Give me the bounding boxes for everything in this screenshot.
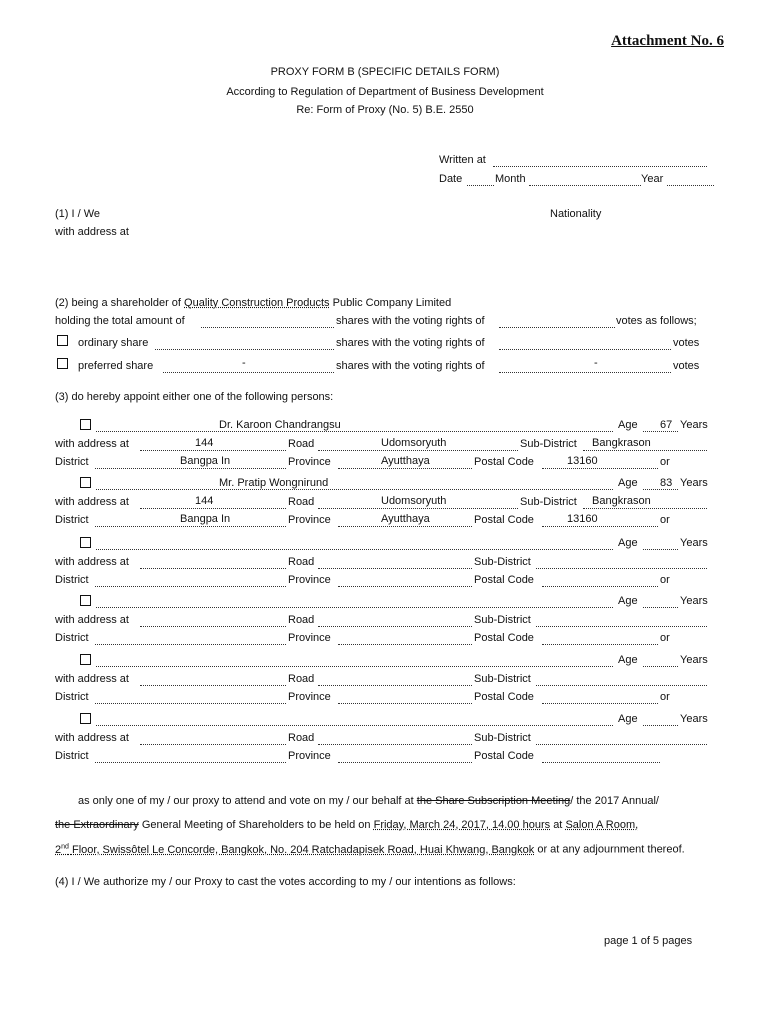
proxy-road: Udomsoryuth (381, 437, 447, 449)
preferred-votes-label: votes (673, 360, 700, 372)
district-label: District (55, 514, 89, 526)
address-label: with address at (55, 614, 129, 626)
district-label: District (55, 632, 89, 644)
form-subtitle-reference: Re: Form of Proxy (No. 5) B.E. 2550 (296, 104, 474, 116)
proxy-checkbox[interactable] (80, 595, 91, 606)
district-field[interactable] (95, 762, 286, 763)
address-label: with address at (55, 673, 129, 685)
proxy-district: Bangpa In (180, 455, 231, 467)
address-label: with address at (55, 226, 129, 238)
district-label: District (55, 574, 89, 586)
age-label: Age (618, 654, 638, 666)
road-label: Road (288, 732, 315, 744)
ordinary-share-label: ordinary share (78, 337, 149, 349)
proxy-province: Ayutthaya (381, 513, 430, 525)
age-field[interactable] (643, 666, 678, 667)
meeting-text-3: General Meeting of Shareholders to be held on (141, 819, 371, 831)
sub-district-field[interactable] (583, 450, 707, 451)
ordinary-share-checkbox[interactable] (57, 335, 68, 346)
proxy-checkbox[interactable] (80, 537, 91, 548)
address-field[interactable] (140, 450, 286, 451)
or-label: or (660, 632, 670, 644)
province-field[interactable] (338, 703, 472, 704)
district-field[interactable] (95, 586, 286, 587)
section1-label: (1) I / We (55, 208, 101, 220)
road-field[interactable] (318, 450, 518, 451)
section4-label: (4) I / We authorize my / our Proxy to cast the votes according to my / our intentions as follows: (55, 876, 516, 888)
road-label: Road (288, 496, 315, 508)
province-label: Province (288, 691, 331, 703)
postal-code-label: Postal Code (474, 691, 534, 703)
proxy-name-field[interactable] (96, 607, 613, 608)
sub-district-field[interactable] (583, 508, 707, 509)
company-name: Quality Construction Products (184, 297, 330, 309)
ordinary-votes-field[interactable] (499, 349, 671, 350)
district-field[interactable] (95, 644, 286, 645)
nationality-label: Nationality (550, 208, 602, 220)
shares-voting-label: shares with the voting rights of (336, 315, 485, 327)
or-label: or (660, 691, 670, 703)
meeting-text-2: / the 2017 Annual/ (570, 795, 659, 807)
preferred-shares-field[interactable] (163, 372, 334, 373)
proxy-address: 144 (195, 495, 214, 507)
district-label: District (55, 750, 89, 762)
proxy-sub-district: Bangkrason (592, 437, 651, 449)
address-field[interactable] (140, 685, 286, 686)
votes-as-follows: votes as follows; (616, 315, 697, 327)
or-label: or (660, 574, 670, 586)
proxy-age: 67 (660, 419, 673, 431)
year-field[interactable] (667, 185, 714, 186)
proxy-road: Udomsoryuth (381, 495, 447, 507)
postal-code-field[interactable] (542, 526, 658, 527)
age-label: Age (618, 595, 638, 607)
proxy-checkbox[interactable] (80, 477, 91, 488)
year-label: Year (641, 173, 664, 185)
preferred-share-checkbox[interactable] (57, 358, 68, 369)
holding-label: holding the total amount of (55, 315, 185, 327)
address-field[interactable] (140, 744, 286, 745)
preferred-votes-field[interactable] (499, 372, 671, 373)
province-label: Province (288, 514, 331, 526)
floor-number: 2 (55, 843, 62, 856)
proxy-postal-code: 13160 (567, 455, 598, 467)
sub-district-label: Sub-District (474, 556, 531, 568)
district-field[interactable] (95, 468, 286, 469)
form-title: PROXY FORM B (SPECIFIC DETAILS FORM) (270, 66, 500, 78)
struck-extraordinary: the Extraordinary (55, 819, 139, 831)
month-label: Month (495, 173, 526, 185)
sub-district-label: Sub-District (474, 732, 531, 744)
meeting-text-4: at (553, 819, 563, 831)
district-field[interactable] (95, 703, 286, 704)
address-field[interactable] (140, 626, 286, 627)
proxy-checkbox[interactable] (80, 713, 91, 724)
road-label: Road (288, 556, 315, 568)
road-label: Road (288, 614, 315, 626)
road-label: Road (288, 438, 315, 450)
month-field[interactable] (529, 185, 641, 186)
postal-code-label: Postal Code (474, 514, 534, 526)
road-field[interactable] (318, 685, 472, 686)
address-label: with address at (55, 556, 129, 568)
district-label: District (55, 691, 89, 703)
floor-ordinal: nd (61, 843, 69, 850)
proxy-district: Bangpa In (180, 513, 231, 525)
attachment-number: Attachment No. 6 (611, 33, 724, 49)
age-label: Age (618, 537, 638, 549)
page-number: page 1 of 5 pages (604, 935, 693, 947)
ordinary-voting-label: shares with the voting rights of (336, 337, 485, 349)
meeting-line-2 (55, 819, 638, 831)
total-votes-field[interactable] (499, 327, 615, 328)
address-field[interactable] (140, 508, 286, 509)
proxy-checkbox[interactable] (80, 419, 91, 430)
proxy-postal-code: 13160 (567, 513, 598, 525)
postal-code-field[interactable] (542, 762, 660, 763)
proxy-province: Ayutthaya (381, 455, 430, 467)
road-field[interactable] (318, 626, 472, 627)
years-label: Years (680, 654, 708, 666)
age-field[interactable] (643, 607, 678, 608)
address-field[interactable] (140, 568, 286, 569)
province-field[interactable] (338, 468, 472, 469)
date-label: Date (439, 173, 463, 185)
province-field[interactable] (338, 586, 472, 587)
sub-district-field[interactable] (536, 744, 707, 745)
meeting-line-3 (55, 843, 685, 856)
postal-code-field[interactable] (542, 703, 658, 704)
proxy-name-field[interactable] (96, 489, 613, 490)
form-subtitle-regulation: According to Regulation of Department of Business Development (226, 86, 544, 98)
age-field[interactable] (643, 549, 678, 550)
address-label: with address at (55, 496, 129, 508)
road-label: Road (288, 673, 315, 685)
postal-code-label: Postal Code (474, 750, 534, 762)
sub-district-label: Sub-District (474, 614, 531, 626)
years-label: Years (680, 477, 708, 489)
years-label: Years (680, 595, 708, 607)
date-field[interactable] (467, 185, 494, 186)
meeting-text-5: or at any adjournment thereof. (537, 843, 685, 856)
preferred-shares-value: - (242, 357, 246, 369)
preferred-share-label: preferred share (78, 360, 154, 372)
meeting-room: Salon A Room, (565, 819, 639, 831)
district-label: District (55, 456, 89, 468)
province-label: Province (288, 574, 331, 586)
sub-district-field[interactable] (536, 685, 707, 686)
province-field[interactable] (338, 526, 472, 527)
age-label: Age (618, 713, 638, 725)
postal-code-field[interactable] (542, 644, 658, 645)
ordinary-shares-field[interactable] (155, 349, 334, 350)
section2-suffix: Public Company Limited (332, 297, 452, 309)
proxy-name-field[interactable] (96, 431, 613, 432)
postal-code-label: Postal Code (474, 632, 534, 644)
sub-district-label: Sub-District (520, 496, 577, 508)
sub-district-field[interactable] (536, 568, 707, 569)
postal-code-label: Postal Code (474, 574, 534, 586)
address-label: with address at (55, 732, 129, 744)
ordinary-votes-label: votes (673, 337, 700, 349)
province-label: Province (288, 750, 331, 762)
section2-prefix: (2) being a shareholder of (55, 297, 181, 309)
sub-district-label: Sub-District (474, 673, 531, 685)
proxy-name: Dr. Karoon Chandrangsu (219, 419, 341, 431)
meeting-line-1 (78, 795, 659, 807)
meeting-datetime: Friday, March 24, 2017, 14.00 hours (373, 819, 551, 831)
years-label: Years (680, 419, 708, 431)
province-field[interactable] (338, 762, 472, 763)
years-label: Years (680, 713, 708, 725)
proxy-address: 144 (195, 437, 214, 449)
address-label: with address at (55, 438, 129, 450)
meeting-floor (55, 844, 534, 856)
province-label: Province (288, 456, 331, 468)
years-label: Years (680, 537, 708, 549)
postal-code-field[interactable] (542, 468, 658, 469)
proxy-name-field[interactable] (96, 666, 613, 667)
preferred-votes-value: - (594, 357, 598, 369)
total-shares-field[interactable] (201, 327, 334, 328)
meeting-venue: Floor, Swissôtel Le Concorde, Bangkok, No. 204 Ratchadapisek Road, Huai Khwang, Bangkok (71, 843, 535, 856)
road-field[interactable] (318, 568, 472, 569)
written-at-label: Written at (439, 154, 486, 166)
proxy-name: Mr. Pratip Wongnirund (219, 477, 329, 489)
road-field[interactable] (318, 744, 472, 745)
preferred-voting-label: shares with the voting rights of (336, 360, 485, 372)
age-field[interactable] (643, 431, 678, 432)
postal-code-label: Postal Code (474, 456, 534, 468)
meeting-text-1: as only one of my / our proxy to attend and vote on my / our behalf at (78, 795, 414, 807)
struck-share-subscription: the Share Subscription Meeting (416, 795, 571, 807)
age-field[interactable] (643, 725, 678, 726)
age-label: Age (618, 419, 638, 431)
or-label: or (660, 514, 670, 526)
age-field[interactable] (643, 489, 678, 490)
section3-label: (3) do hereby appoint either one of the following persons: (55, 391, 334, 403)
proxy-name-field[interactable] (96, 725, 613, 726)
proxy-sub-district: Bangkrason (592, 495, 651, 507)
section2-line (55, 297, 451, 309)
district-field[interactable] (95, 526, 286, 527)
proxy-name-field[interactable] (96, 549, 613, 550)
sub-district-field[interactable] (536, 626, 707, 627)
province-field[interactable] (338, 644, 472, 645)
written-at-field[interactable] (493, 166, 707, 167)
province-label: Province (288, 632, 331, 644)
sub-district-label: Sub-District (520, 438, 577, 450)
road-field[interactable] (318, 508, 518, 509)
proxy-age: 83 (660, 477, 673, 489)
or-label: or (660, 456, 670, 468)
postal-code-field[interactable] (542, 586, 658, 587)
age-label: Age (618, 477, 638, 489)
proxy-checkbox[interactable] (80, 654, 91, 665)
